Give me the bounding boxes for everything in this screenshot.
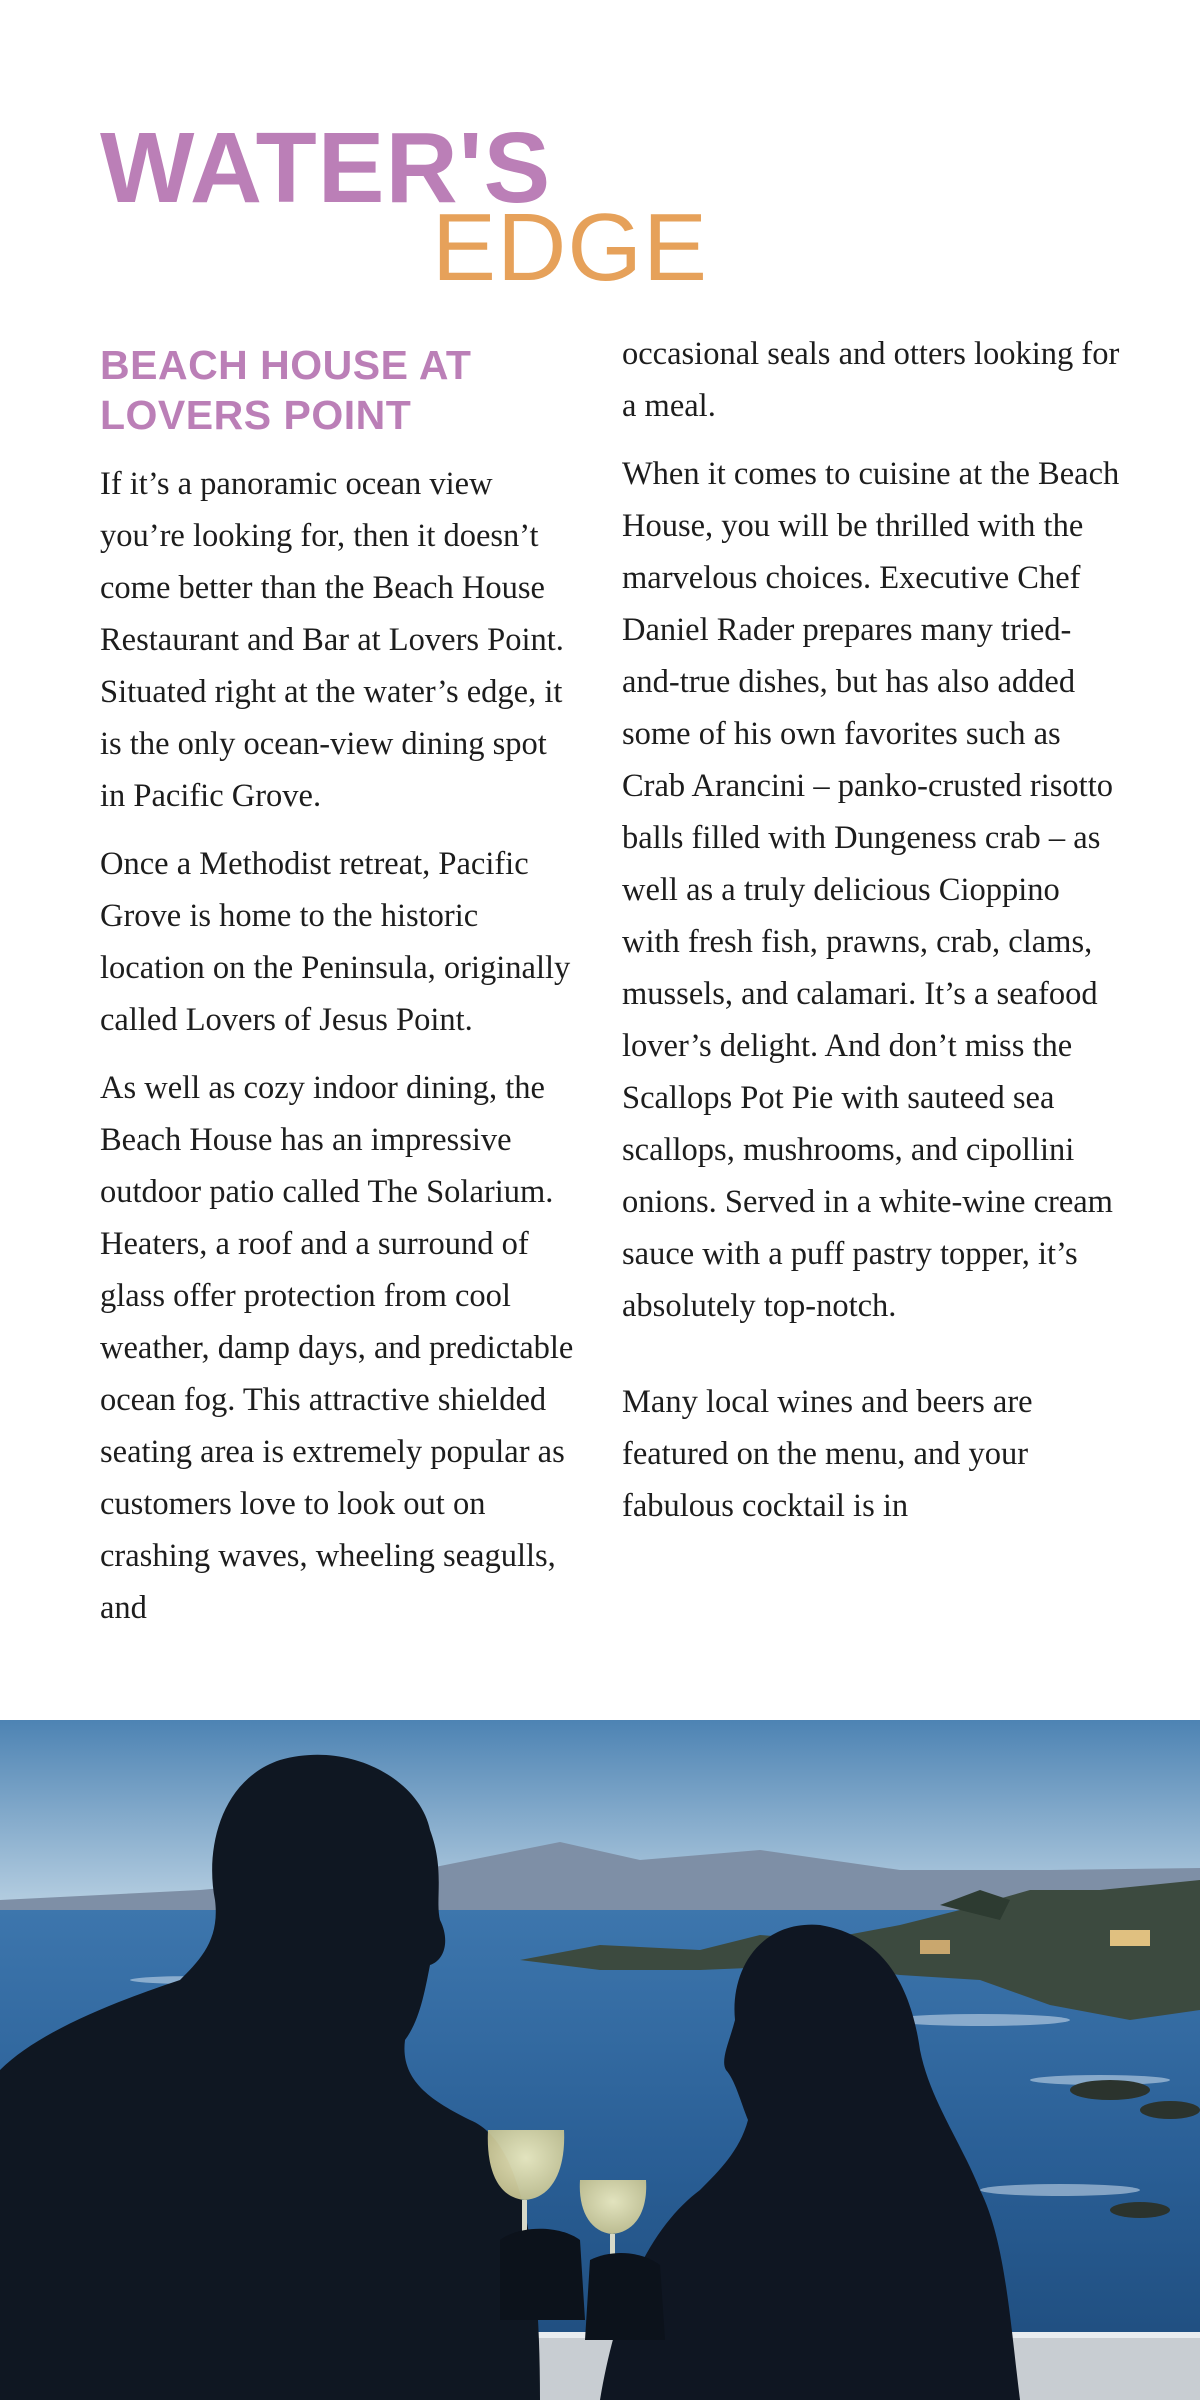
left-column	[100, 332, 580, 1650]
subhead-line-2: LOVERS POINT	[100, 392, 412, 438]
coastal-building	[920, 1940, 950, 1954]
paragraph-intro: If it’s a panoramic ocean view you’re looking for, then it doesn’t come better than the Beach House Restaurant and Bar at Lovers Point. Situated right at the water’s edge, it is the only ocean-view dining spot in Pacific Grove.	[100, 466, 564, 814]
section-subhead	[100, 340, 580, 440]
hand-man	[500, 2229, 585, 2320]
couple-ocean-photo	[0, 1720, 1200, 2400]
subhead-line-1: BEACH HOUSE AT	[100, 342, 472, 388]
paragraph-history: Once a Methodist retreat, Pacific Grove is home to the historic location on the Peninsula, originally called Lovers of Jesus Point.	[100, 846, 571, 1038]
title-line-waters: WATER'S	[100, 112, 552, 224]
hand-woman	[585, 2253, 665, 2340]
paragraph-cuisine: When it comes to cuisine at the Beach House, you will be thrilled with the marvelous choices. Executive Chef Daniel Rader prepares many tried-and-true dishes, but has also added some of his own favorites such as Crab Arancini – panko-crusted risotto balls filled with Dungeness crab – as well as a truly delicious Cioppino with fresh fish, prawns, crab, clams, mussels, and calamari. It’s a seafood lover’s delight. And don’t miss the Scallops Pot Pie with sauteed sea scallops, mushrooms, and cipollini onions. Served in a white-wine cream sauce with a puff pastry topper, it’s absolutely top-notch.	[622, 456, 1120, 1324]
title-line-edge: EDGE	[432, 194, 709, 301]
paragraph-solarium: As well as cozy indoor dining, the Beach House has an impressive outdoor patio called The Solarium. Heaters, a roof and a surround of glass offer protection from cool weather, damp days, and predictable ocean fog. This attractive shielded seating area is extremely popular as customers love to look out on crashing waves, wheeling seagulls, and	[100, 1070, 574, 1626]
paragraph-continued: occasional seals and otters looking for a meal.	[622, 336, 1120, 424]
paragraph-wines: Many local wines and beers are featured on the menu, and your fabulous cocktail is in	[622, 1384, 1033, 1524]
photo-illustration	[0, 1720, 1200, 2400]
right-column	[622, 328, 1122, 1548]
article-title	[100, 112, 800, 301]
